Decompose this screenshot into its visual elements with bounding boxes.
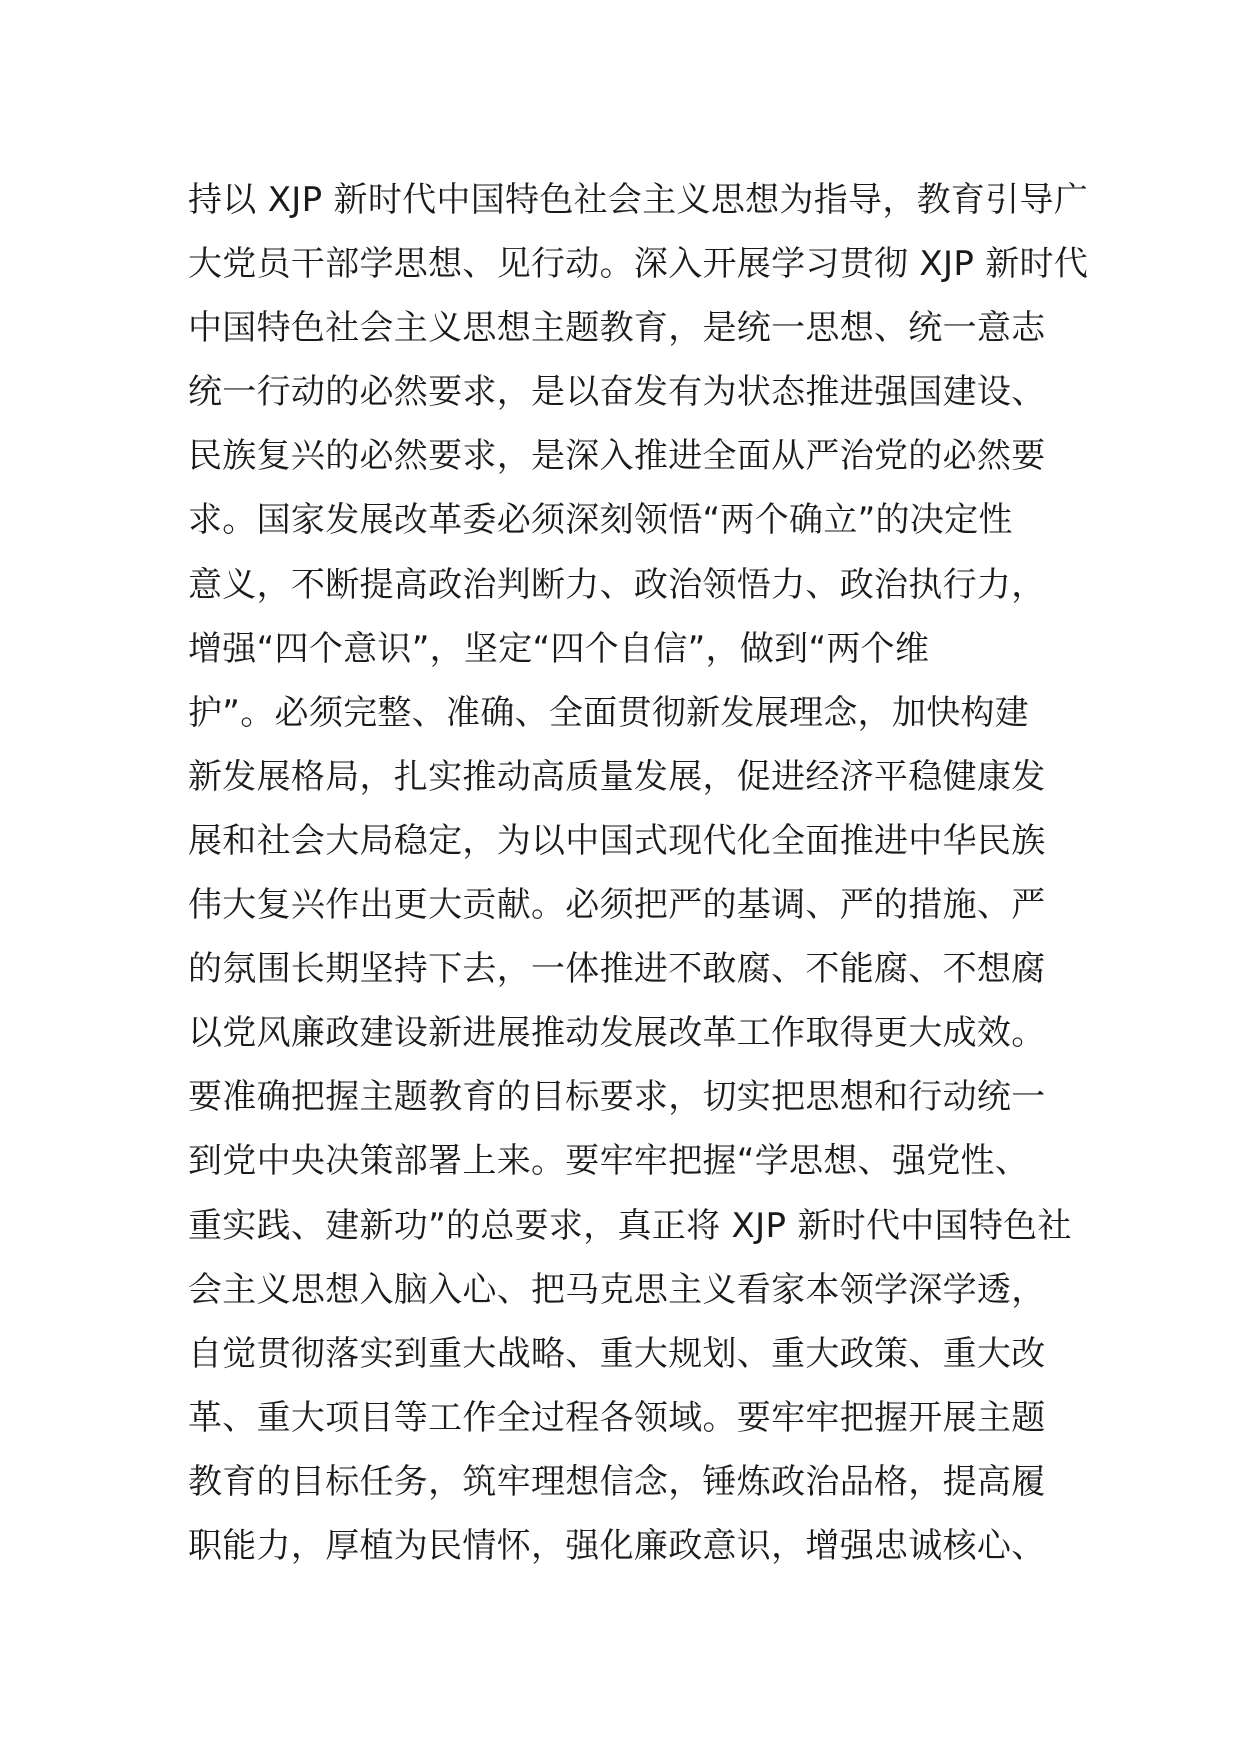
text-line: 伟大复兴作出更大贡献。必须把严的基调、严的措施、严 xyxy=(188,885,1046,926)
text-line: 重实践、建新功”的总要求，真正将 XJP 新时代中国特色社 xyxy=(188,1205,1072,1246)
text-line: 护”。必须完整、准确、全面贯彻新发展理念，加快构建 xyxy=(188,692,1030,733)
text-line: 中国特色社会主义思想主题教育，是统一思想、统一意志 xyxy=(188,308,1046,349)
text-line: 以党风廉政建设新进展推动发展改革工作取得更大成效。 xyxy=(188,1013,1046,1054)
body-text xyxy=(188,168,1089,1578)
text-line: 自觉贯彻落实到重大战略、重大规划、重大政策、重大改 xyxy=(188,1333,1046,1374)
text-line: 持以 XJP 新时代中国特色社会主义思想为指导，教育引导广 xyxy=(188,180,1089,220)
text-line: 增强“四个意识”，坚定“四个自信”，做到“两个维 xyxy=(188,628,930,669)
text-line: 会主义思想入脑入心、把马克思主义看家本领学深学透， xyxy=(188,1269,1046,1310)
text-line: 新发展格局，扎实推动高质量发展，促进经济平稳健康发 xyxy=(188,756,1046,797)
text-line: 求。国家发展改革委必须深刻领悟“两个确立”的决定性 xyxy=(188,500,1013,541)
text-line: 的氛围长期坚持下去，一体推进不敢腐、不能腐、不想腐 xyxy=(188,949,1046,990)
text-line: 民族复兴的必然要求，是深入推进全面从严治党的必然要 xyxy=(188,436,1046,477)
text-line: 到党中央决策部署上来。要牢牢把握“学思想、强党性、 xyxy=(188,1141,1030,1182)
text-line: 统一行动的必然要求，是以奋发有为状态推进强国建设、 xyxy=(188,372,1046,413)
text-line: 展和社会大局稳定，为以中国式现代化全面推进中华民族 xyxy=(188,820,1046,861)
text-line: 革、重大项目等工作全过程各领域。要牢牢把握开展主题 xyxy=(188,1397,1046,1438)
text-line: 意义，不断提高政治判断力、政治领悟力、政治执行力， xyxy=(188,564,1046,605)
text-line: 教育的目标任务，筑牢理想信念，锤炼政治品格，提高履 xyxy=(188,1461,1046,1502)
text-line: 职能力，厚植为民情怀，强化廉政意识，增强忠诚核心、 xyxy=(188,1525,1046,1566)
text-line: 要准确把握主题教育的目标要求，切实把思想和行动统一 xyxy=(188,1077,1046,1118)
text-line: 大党员干部学思想、见行动。深入开展学习贯彻 XJP 新时代 xyxy=(188,244,1089,285)
